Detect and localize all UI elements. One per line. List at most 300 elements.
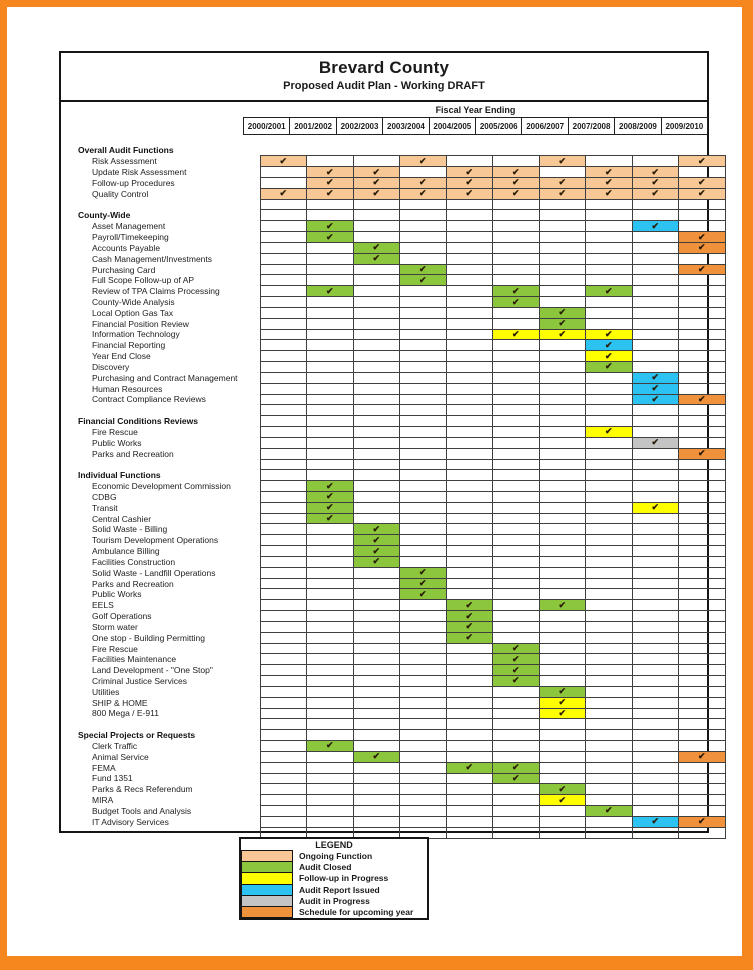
table-row xyxy=(61,697,725,708)
empty-cell xyxy=(307,708,354,719)
empty-cell xyxy=(493,394,540,405)
empty-cell xyxy=(539,827,586,838)
empty-cell xyxy=(260,253,307,264)
check-icon: ✔ xyxy=(325,220,334,231)
check-icon: ✔ xyxy=(651,502,660,513)
row-label: Information Technology xyxy=(92,329,180,340)
check-icon: ✔ xyxy=(418,155,427,166)
empty-cell xyxy=(493,816,540,827)
empty-cell xyxy=(679,827,726,838)
empty-cell xyxy=(586,697,633,708)
empty-cell xyxy=(307,448,354,459)
status-cell-followup xyxy=(586,329,633,340)
legend-entry-label: Ongoing Function xyxy=(299,851,373,861)
row-label xyxy=(61,459,260,470)
section-header-row xyxy=(61,145,725,156)
check-icon: ✔ xyxy=(418,188,427,199)
status-cell-ongoing xyxy=(400,156,447,167)
empty-cell xyxy=(353,199,400,210)
row-label: Ambulance Billing xyxy=(92,546,160,557)
empty-cell xyxy=(400,437,447,448)
empty-cell xyxy=(586,275,633,286)
empty-cell xyxy=(307,145,354,156)
empty-cell xyxy=(353,221,400,232)
check-icon: ✔ xyxy=(558,155,567,166)
row-label: Review of TPA Claims Processing xyxy=(92,286,220,297)
empty-cell xyxy=(260,264,307,275)
empty-cell xyxy=(586,654,633,665)
year-header-cell: 2002/2003 xyxy=(336,117,383,135)
legend-entry-label: Audit Closed xyxy=(299,862,352,873)
empty-cell xyxy=(632,459,679,470)
empty-cell xyxy=(632,578,679,589)
empty-cell xyxy=(260,502,307,513)
empty-cell xyxy=(260,416,307,427)
empty-cell xyxy=(353,481,400,492)
empty-cell xyxy=(493,459,540,470)
empty-cell xyxy=(307,264,354,275)
spacer-row xyxy=(61,459,725,470)
empty-cell xyxy=(586,416,633,427)
check-icon: ✔ xyxy=(511,177,520,188)
empty-cell xyxy=(586,448,633,459)
empty-cell xyxy=(493,264,540,275)
empty-cell xyxy=(679,697,726,708)
section-header-row xyxy=(61,470,725,481)
empty-cell xyxy=(632,556,679,567)
empty-cell xyxy=(493,307,540,318)
empty-cell xyxy=(400,806,447,817)
check-icon: ✔ xyxy=(558,318,567,329)
check-icon: ✔ xyxy=(511,166,520,177)
empty-cell xyxy=(260,286,307,297)
status-cell-closed xyxy=(446,600,493,611)
empty-cell xyxy=(446,816,493,827)
empty-cell xyxy=(539,524,586,535)
check-icon: ✔ xyxy=(325,491,334,502)
empty-cell xyxy=(260,784,307,795)
status-cell-closed xyxy=(539,307,586,318)
table-row xyxy=(61,188,725,199)
table-row xyxy=(61,676,725,687)
empty-cell xyxy=(493,535,540,546)
row-label: Fund 1351 xyxy=(92,773,133,784)
empty-cell xyxy=(400,145,447,156)
empty-cell xyxy=(260,394,307,405)
check-icon: ✔ xyxy=(604,361,613,372)
empty-cell xyxy=(307,307,354,318)
empty-cell xyxy=(260,589,307,600)
empty-cell xyxy=(400,481,447,492)
empty-cell xyxy=(446,242,493,253)
status-cell-ongoing xyxy=(493,167,540,178)
empty-cell xyxy=(260,773,307,784)
empty-cell xyxy=(353,773,400,784)
empty-cell xyxy=(539,351,586,362)
empty-cell xyxy=(493,470,540,481)
empty-cell xyxy=(539,145,586,156)
check-icon: ✔ xyxy=(325,177,334,188)
row-label: CDBG xyxy=(92,491,117,502)
empty-cell xyxy=(400,621,447,632)
legend-entry-label: Audit Report Issued xyxy=(299,884,380,895)
empty-cell xyxy=(446,470,493,481)
check-icon: ✔ xyxy=(511,762,520,773)
empty-cell xyxy=(307,427,354,438)
status-cell-followup xyxy=(539,795,586,806)
empty-cell xyxy=(307,297,354,308)
empty-cell xyxy=(400,210,447,221)
empty-cell xyxy=(632,513,679,524)
empty-cell xyxy=(353,362,400,373)
check-icon: ✔ xyxy=(697,231,706,242)
empty-cell xyxy=(353,567,400,578)
table-row xyxy=(61,524,725,535)
empty-cell xyxy=(586,621,633,632)
row-label: 800 Mega / E-911 xyxy=(92,708,159,719)
table-row xyxy=(61,632,725,643)
check-icon: ✔ xyxy=(465,166,474,177)
empty-cell xyxy=(353,448,400,459)
empty-cell xyxy=(353,470,400,481)
empty-cell xyxy=(493,567,540,578)
check-icon: ✔ xyxy=(558,794,567,805)
check-icon: ✔ xyxy=(325,502,334,513)
empty-cell xyxy=(307,578,354,589)
table-row xyxy=(61,806,725,817)
status-cell-closed xyxy=(400,567,447,578)
empty-cell xyxy=(353,232,400,243)
empty-cell xyxy=(260,351,307,362)
empty-cell xyxy=(446,264,493,275)
empty-cell xyxy=(586,535,633,546)
row-label: Accounts Payable xyxy=(92,242,161,253)
empty-cell xyxy=(260,654,307,665)
status-cell-issued xyxy=(586,340,633,351)
row-label: Contract Compliance Reviews xyxy=(92,394,206,405)
empty-cell xyxy=(539,816,586,827)
empty-cell xyxy=(632,827,679,838)
empty-cell xyxy=(539,459,586,470)
table-row xyxy=(61,437,725,448)
empty-cell xyxy=(679,145,726,156)
empty-cell xyxy=(446,556,493,567)
empty-cell xyxy=(400,340,447,351)
empty-cell xyxy=(493,416,540,427)
table-row xyxy=(61,253,725,264)
legend-entry-label: Follow-up in Progress xyxy=(299,873,389,884)
check-icon: ✔ xyxy=(558,328,567,339)
table-row xyxy=(61,351,725,362)
section-header-row xyxy=(61,416,725,427)
empty-cell xyxy=(679,535,726,546)
audit-plan-grid xyxy=(61,145,726,839)
status-cell-ongoing xyxy=(539,188,586,199)
row-label: Economic Development Commission xyxy=(92,481,231,492)
empty-cell xyxy=(400,318,447,329)
status-cell-followup xyxy=(539,697,586,708)
empty-cell xyxy=(400,253,447,264)
check-icon: ✔ xyxy=(651,166,660,177)
empty-cell xyxy=(679,513,726,524)
status-cell-closed xyxy=(493,643,540,654)
legend-title: LEGEND xyxy=(315,840,353,850)
check-icon: ✔ xyxy=(511,664,520,675)
empty-cell xyxy=(679,643,726,654)
status-cell-closed xyxy=(586,286,633,297)
row-label: Solid Waste - Landfill Operations xyxy=(92,567,216,578)
empty-cell xyxy=(679,567,726,578)
empty-cell xyxy=(353,156,400,167)
empty-cell xyxy=(446,275,493,286)
empty-cell xyxy=(307,210,354,221)
empty-cell xyxy=(260,470,307,481)
table-row xyxy=(61,762,725,773)
empty-cell xyxy=(632,340,679,351)
empty-cell xyxy=(400,611,447,622)
empty-cell xyxy=(493,362,540,373)
check-icon: ✔ xyxy=(325,188,334,199)
empty-cell xyxy=(353,762,400,773)
empty-cell xyxy=(307,600,354,611)
check-icon: ✔ xyxy=(511,643,520,653)
empty-cell xyxy=(632,784,679,795)
empty-cell xyxy=(353,686,400,697)
row-label: Public Works xyxy=(92,437,142,448)
empty-cell xyxy=(260,665,307,676)
empty-cell xyxy=(400,676,447,687)
table-row xyxy=(61,741,725,752)
empty-cell xyxy=(307,719,354,730)
row-label: Full Scope Follow-up of AP xyxy=(92,275,195,286)
status-cell-closed xyxy=(493,654,540,665)
empty-cell xyxy=(679,665,726,676)
empty-cell xyxy=(632,719,679,730)
empty-cell xyxy=(400,405,447,416)
status-cell-followup xyxy=(586,427,633,438)
empty-cell xyxy=(353,730,400,741)
table-row xyxy=(61,513,725,524)
empty-cell xyxy=(679,199,726,210)
empty-cell xyxy=(632,232,679,243)
empty-cell xyxy=(307,784,354,795)
row-label: County-Wide Analysis xyxy=(92,297,175,307)
empty-cell xyxy=(679,481,726,492)
year-header-cell: 2001/2002 xyxy=(289,117,336,135)
status-cell-ongoing xyxy=(400,188,447,199)
check-icon: ✔ xyxy=(651,816,660,827)
check-icon: ✔ xyxy=(558,697,567,708)
empty-cell xyxy=(353,329,400,340)
empty-cell xyxy=(307,697,354,708)
empty-cell xyxy=(260,535,307,546)
table-row xyxy=(61,362,725,373)
empty-cell xyxy=(400,383,447,394)
empty-cell xyxy=(260,210,307,221)
status-cell-closed xyxy=(353,524,400,535)
legend-entry xyxy=(241,907,427,918)
empty-cell xyxy=(493,741,540,752)
empty-cell xyxy=(632,524,679,535)
status-cell-closed xyxy=(307,492,354,503)
empty-cell xyxy=(260,567,307,578)
empty-cell xyxy=(307,676,354,687)
empty-cell xyxy=(586,264,633,275)
row-label: EELS xyxy=(92,600,114,611)
empty-cell xyxy=(353,632,400,643)
check-icon: ✔ xyxy=(697,751,706,762)
empty-cell xyxy=(400,751,447,762)
empty-cell xyxy=(446,383,493,394)
year-header-cell: 2003/2004 xyxy=(382,117,429,135)
status-cell-ongoing xyxy=(446,188,493,199)
check-icon: ✔ xyxy=(651,372,660,383)
empty-cell xyxy=(307,329,354,340)
empty-cell xyxy=(307,253,354,264)
empty-cell xyxy=(586,578,633,589)
table-row xyxy=(61,535,725,546)
empty-cell xyxy=(400,286,447,297)
check-icon: ✔ xyxy=(558,783,567,794)
empty-cell xyxy=(632,470,679,481)
empty-cell xyxy=(446,448,493,459)
check-icon: ✔ xyxy=(511,188,520,199)
empty-cell xyxy=(400,816,447,827)
row-label: Criminal Justice Services xyxy=(92,675,187,686)
empty-cell xyxy=(632,242,679,253)
status-cell-closed xyxy=(586,362,633,373)
empty-cell xyxy=(679,221,726,232)
empty-cell xyxy=(353,611,400,622)
empty-cell xyxy=(632,535,679,546)
empty-cell xyxy=(493,437,540,448)
empty-cell xyxy=(632,589,679,600)
empty-cell xyxy=(446,307,493,318)
empty-cell xyxy=(400,643,447,654)
empty-cell xyxy=(353,286,400,297)
empty-cell xyxy=(400,502,447,513)
empty-cell xyxy=(679,297,726,308)
empty-cell xyxy=(679,708,726,719)
empty-cell xyxy=(353,741,400,752)
empty-cell xyxy=(260,578,307,589)
table-row xyxy=(61,340,725,351)
empty-cell xyxy=(400,535,447,546)
row-label: Year End Close xyxy=(92,351,151,362)
section-header-row xyxy=(61,210,725,221)
empty-cell xyxy=(307,611,354,622)
empty-cell xyxy=(539,556,586,567)
empty-cell xyxy=(632,297,679,308)
empty-cell xyxy=(353,600,400,611)
status-cell-closed xyxy=(493,665,540,676)
row-label: Discovery xyxy=(92,361,130,372)
empty-cell xyxy=(679,654,726,665)
row-label: Animal Service xyxy=(92,751,149,762)
empty-cell xyxy=(632,329,679,340)
empty-cell xyxy=(493,827,540,838)
empty-cell xyxy=(632,621,679,632)
check-icon: ✔ xyxy=(604,188,613,199)
empty-cell xyxy=(400,167,447,178)
table-row xyxy=(61,297,725,308)
year-header-cell: 2005/2006 xyxy=(475,117,522,135)
status-cell-ongoing xyxy=(539,156,586,167)
empty-cell xyxy=(493,221,540,232)
year-header-cell: 2009/2010 xyxy=(661,117,708,135)
empty-cell xyxy=(446,405,493,416)
row-label: Follow-up Procedures xyxy=(92,177,175,188)
check-icon: ✔ xyxy=(418,567,427,578)
table-row xyxy=(61,751,725,762)
empty-cell xyxy=(307,686,354,697)
empty-cell xyxy=(446,784,493,795)
check-icon: ✔ xyxy=(697,816,706,827)
empty-cell xyxy=(493,546,540,557)
empty-cell xyxy=(353,318,400,329)
status-cell-ongoing xyxy=(260,156,307,167)
check-icon: ✔ xyxy=(465,632,474,643)
check-icon: ✔ xyxy=(372,534,381,545)
status-cell-ongoing xyxy=(353,177,400,188)
check-icon: ✔ xyxy=(465,762,474,773)
empty-cell xyxy=(632,210,679,221)
empty-cell xyxy=(493,578,540,589)
empty-cell xyxy=(260,795,307,806)
table-row xyxy=(61,481,725,492)
empty-cell xyxy=(586,502,633,513)
check-icon: ✔ xyxy=(697,393,706,404)
status-cell-followup xyxy=(539,329,586,340)
row-label: IT Advisory Services xyxy=(92,816,169,827)
empty-cell xyxy=(632,654,679,665)
empty-cell xyxy=(679,730,726,741)
empty-cell xyxy=(586,383,633,394)
empty-cell xyxy=(446,221,493,232)
check-icon: ✔ xyxy=(372,188,381,199)
check-icon: ✔ xyxy=(325,513,334,524)
empty-cell xyxy=(400,773,447,784)
empty-cell xyxy=(539,643,586,654)
table-row xyxy=(61,567,725,578)
legend-entry-label: Audit in Progress xyxy=(299,895,370,906)
empty-cell xyxy=(586,600,633,611)
status-cell-issued xyxy=(632,372,679,383)
empty-cell xyxy=(260,199,307,210)
empty-cell xyxy=(307,383,354,394)
row-label: FEMA xyxy=(92,762,116,773)
status-cell-ongoing xyxy=(539,177,586,188)
empty-cell xyxy=(539,513,586,524)
empty-cell xyxy=(260,405,307,416)
check-icon: ✔ xyxy=(465,621,474,632)
empty-cell xyxy=(307,340,354,351)
empty-cell xyxy=(353,643,400,654)
empty-cell xyxy=(493,156,540,167)
empty-cell xyxy=(353,351,400,362)
empty-cell xyxy=(353,297,400,308)
status-cell-closed xyxy=(493,286,540,297)
row-label: Individual Functions xyxy=(78,470,161,481)
table-row xyxy=(61,708,725,719)
empty-cell xyxy=(307,795,354,806)
empty-cell xyxy=(586,405,633,416)
empty-cell xyxy=(353,578,400,589)
table-row xyxy=(61,654,725,665)
empty-cell xyxy=(586,816,633,827)
empty-cell xyxy=(446,795,493,806)
check-icon: ✔ xyxy=(418,588,427,599)
